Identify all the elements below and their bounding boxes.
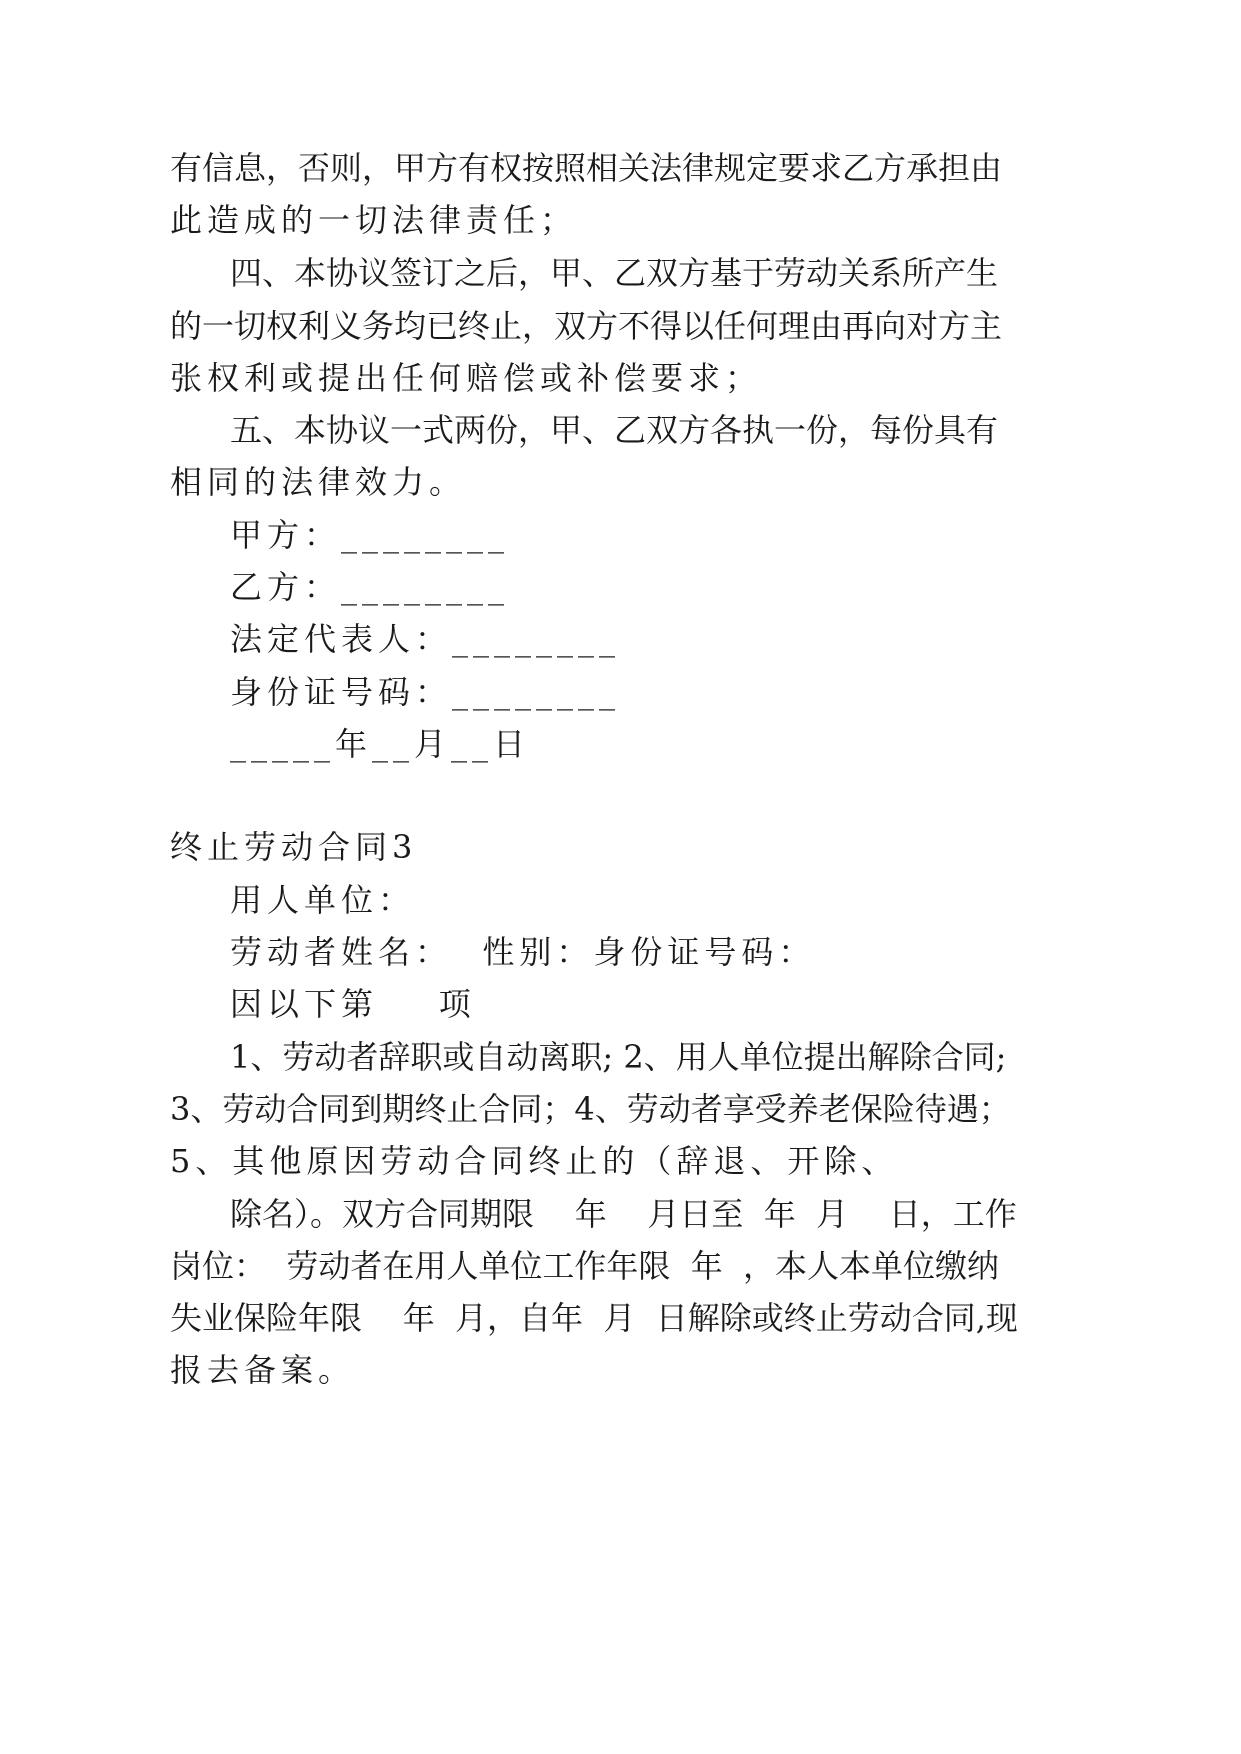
clause-four-line: 四、本协议签订之后，甲、乙双方基于劳动关系所产生 [230,254,999,292]
section-title: 终止劳动合同3 [170,828,418,866]
reason-list-line: 3、劳动合同到期终止合同；4、劳动者享受养老保险待遇； [170,1090,1011,1128]
employer-field: 用人单位： [230,881,416,919]
clause-five-line: 相同的法律效力。 [170,463,467,501]
clause-four-line: 的一切权利义务均已终止，双方不得以任何理由再向对方主 [170,307,1003,345]
clause-five-line: 五、本协议一式两份，甲、乙双方各执一份，每份具有 [230,411,999,449]
date-field: _____年__月__日 [230,725,531,763]
party-a-signature: 甲方：________ [230,516,510,554]
contract-term-line: 除名）。双方合同期限 年 月日至 年 月 日，工作 [230,1195,1017,1233]
legal-representative-signature: 法定代表人：________ [230,620,621,658]
party-b-signature: 乙方：________ [230,568,510,606]
contract-term-line: 报去备案。 [170,1351,356,1389]
reason-list-line: 5、其他原因劳动合同终止的（辞退、开除、 [170,1142,899,1180]
id-number-field: 身份证号码：________ [230,673,621,711]
reason-intro: 因以下第 项 [230,985,476,1023]
contract-term-line: 失业保险年限 年 月，自年 月 日解除或终止劳动合同,现 [170,1299,1018,1337]
reason-list-line: 1、劳动者辞职或自动离职; 2、用人单位提出解除合同; [230,1038,1007,1076]
contract-term-line: 岗位： 劳动者在用人单位工作年限 年 ，本人本单位缴纳 [170,1247,1000,1285]
clause-four-line: 张权利或提出任何赔偿或补偿要求； [170,359,763,397]
paragraph-line: 此造成的一切法律责任； [170,201,578,239]
worker-info-field: 劳动者姓名： 性别：身份证号码： [230,933,816,971]
paragraph-line: 有信息，否则，甲方有权按照相关法律规定要求乙方承担由 [170,149,1003,187]
